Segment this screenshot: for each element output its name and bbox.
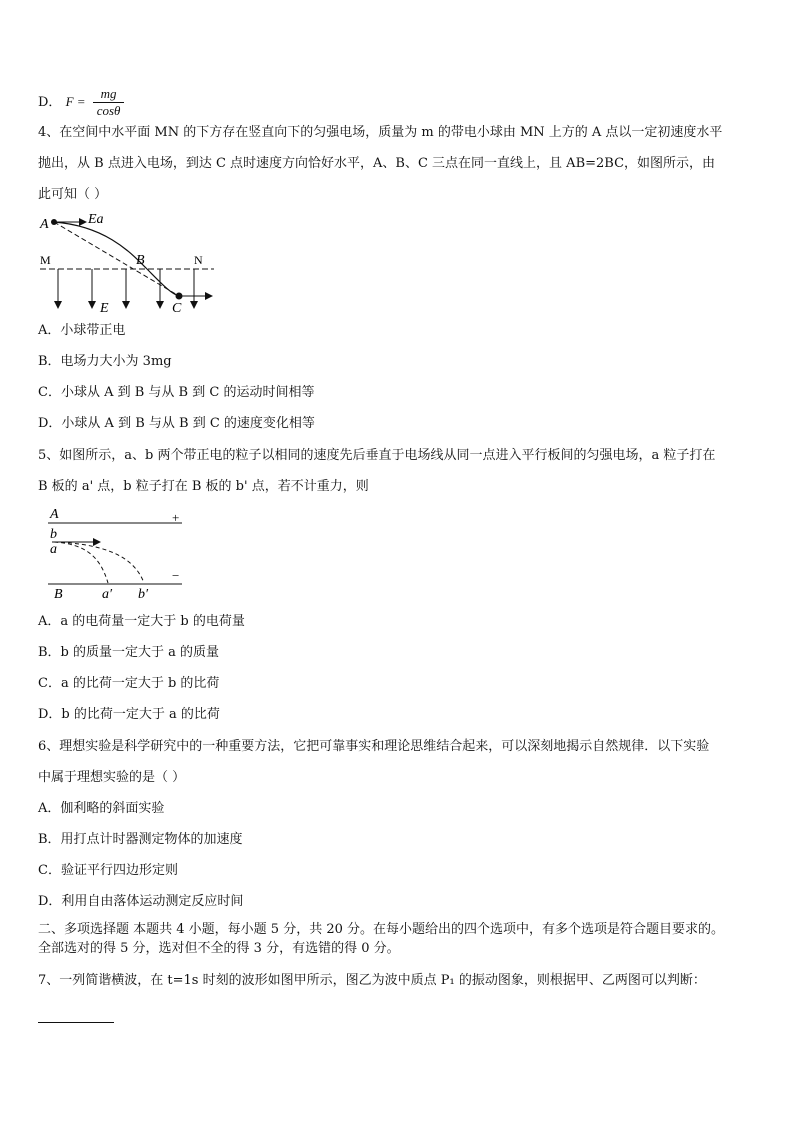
label-A: A bbox=[40, 217, 49, 232]
label-b-prime: b′ bbox=[138, 587, 149, 600]
q5-figure bbox=[40, 504, 190, 600]
label-C: C bbox=[172, 301, 182, 316]
q4-stem-line-1: 4、在空间中水平面 MN 的下方存在竖直向下的匀强电场，质量为 m 的带电小球由 MN 上方的 A 点以一定初速度水平 bbox=[38, 125, 723, 140]
formula-lhs: F = bbox=[65, 94, 86, 109]
label-B: B bbox=[136, 253, 145, 268]
q4-option-a: A．小球带正电 bbox=[38, 323, 126, 338]
label-b: b bbox=[50, 527, 57, 542]
q5-option-a: A．a 的电荷量一定大于 b 的电荷量 bbox=[38, 614, 245, 629]
label-plus: + bbox=[172, 510, 180, 525]
q6-option-b: B．用打点计时器测定物体的加速度 bbox=[38, 832, 243, 847]
fraction-numerator: mg bbox=[93, 86, 125, 103]
q5-option-d: D．b 的比荷一定大于 a 的比荷 bbox=[38, 707, 220, 722]
label-M: M bbox=[40, 253, 51, 267]
label-N: N bbox=[194, 253, 203, 267]
label-E: E bbox=[100, 301, 109, 316]
q6-option-c: C．验证平行四边形定则 bbox=[38, 863, 178, 878]
q7-stem-line-1: 7、一列简谐横波，在 t=1s 时刻的波形如图甲所示，图乙为波中质点 P₁ 的振动图象，则根据甲、乙两图可以判断： bbox=[38, 973, 706, 988]
q5-stem-line-1: 5、如图所示，a、b 两个带正电的粒子以相同的速度先后垂直于电场线从同一点进入平行板间的匀强电场，a 粒子打在 bbox=[38, 448, 716, 463]
q6-stem-line-2: 中属于理想实验的是（ ） bbox=[38, 770, 186, 785]
fraction-denominator: cosθ bbox=[96, 103, 121, 118]
q3-option-d bbox=[38, 86, 124, 119]
q6-option-d: D．利用自由落体运动测定反应时间 bbox=[38, 894, 244, 909]
formula-fraction bbox=[93, 86, 125, 119]
q4-stem-line-2: 抛出，从 B 点进入电场，到达 C 点时速度方向恰好水平，A、B、C 三点在同一直线上，且 AB=2BC，如图所示，由 bbox=[38, 156, 716, 171]
q4-figure bbox=[36, 208, 226, 318]
label-a-prime: a′ bbox=[102, 587, 113, 600]
label-plate-B: B bbox=[54, 587, 63, 600]
q4-option-b: B．电场力大小为 3mg bbox=[38, 354, 172, 369]
q5-option-c: C．a 的比荷一定大于 b 的比荷 bbox=[38, 676, 220, 691]
q6-stem-line-1: 6、理想实验是科学研究中的一种重要方法，它把可靠事实和理论思维结合起来，可以深刻地揭示自然规律．以下实验 bbox=[38, 739, 710, 754]
label-plate-A: A bbox=[50, 507, 59, 522]
label-minus: − bbox=[172, 568, 180, 583]
q5-stem-line-2: B 板的 a' 点，b 粒子打在 B 板的 b' 点，若不计重力，则 bbox=[38, 479, 369, 494]
q4-option-c: C．小球从 A 到 B 与从 B 到 C 的运动时间相等 bbox=[38, 385, 315, 400]
section2-line-2: 全部选对的得 5 分，选对但不全的得 3 分，有选错的得 0 分。 bbox=[38, 941, 400, 956]
label-a: a bbox=[50, 542, 57, 557]
q5-option-b: B．b 的质量一定大于 a 的质量 bbox=[38, 645, 220, 660]
q4-option-d: D．小球从 A 到 B 与从 B 到 C 的速度变化相等 bbox=[38, 416, 315, 431]
footnote-divider bbox=[38, 1022, 114, 1023]
trajectory-a bbox=[54, 542, 108, 583]
q6-option-a: A．伽利略的斜面实验 bbox=[38, 801, 165, 816]
section2-line-1: 二、多项选择题 本题共 4 小题，每小题 5 分，共 20 分。在每小题给出的四个选项中，有多个选项是符合题目要求的。 bbox=[38, 922, 725, 937]
q4-stem-line-3: 此可知（ ） bbox=[38, 187, 108, 202]
label-Ea: Ea bbox=[88, 212, 104, 227]
option-prefix: D． bbox=[38, 95, 62, 110]
